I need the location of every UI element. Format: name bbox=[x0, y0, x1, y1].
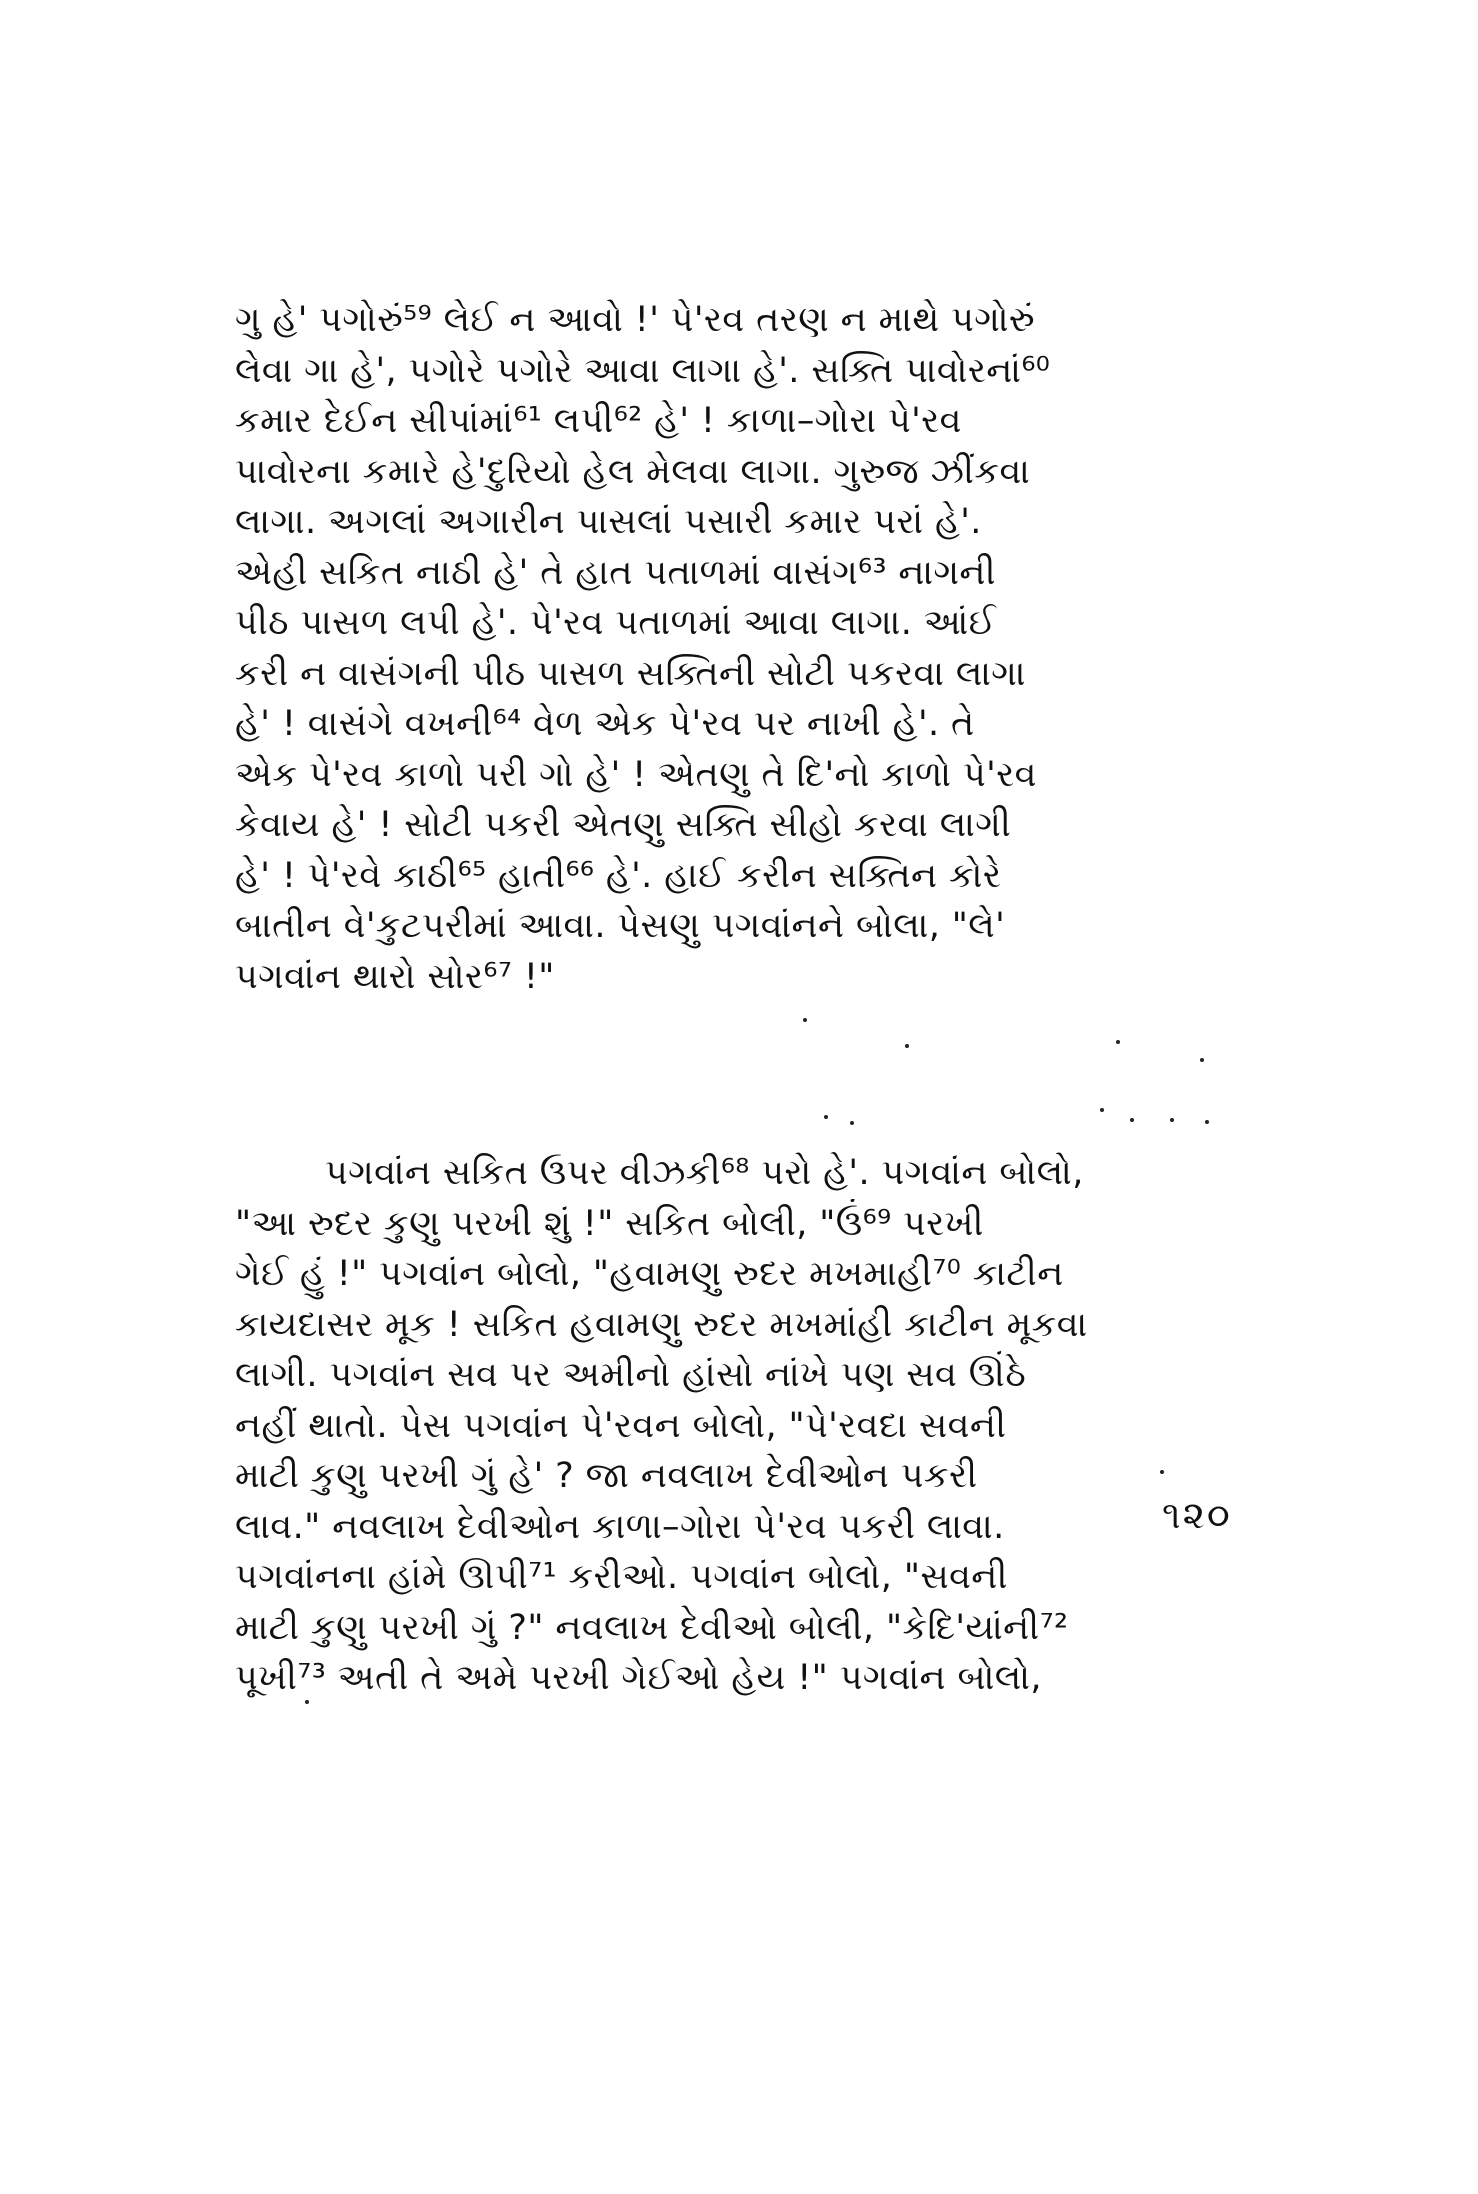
text-line: પગવાંન થારો સોર⁶⁷ !" bbox=[235, 956, 555, 997]
text-line: કમાર દેઈન સીપાંમાં⁶¹ લપી⁶² હે' ! કાળા–ગોરા પે'રવ bbox=[235, 401, 962, 441]
text-line: માટી કુણુ પરખી ગું હે' ? જા નવલાખ દેવીઓન પકરી bbox=[235, 1456, 978, 1496]
page-number: ૧૨૦ bbox=[1162, 1493, 1232, 1537]
text-line: પીઠ પાસળ લપી હે'. પે'રવ પતાળમાં આવા લાગા. આંઈ bbox=[235, 603, 997, 643]
scan-speck bbox=[1100, 1108, 1104, 1112]
text-line: બાતીન વે'કુટપરીમાં આવા. પેસણુ પગવાંનને બોલા, "લે' bbox=[235, 906, 1006, 946]
scan-speck bbox=[1130, 1118, 1134, 1122]
text-line: કાયદાસર મૂક ! સકિત હવામણુ રુદર મખમાંહી કાટીન મૂકવા bbox=[235, 1304, 1088, 1345]
text-line: લેવા ગા હે', પગોરે પગોરે આવા લાગા હે'. સક્તિ પાવોરનાં⁶⁰ bbox=[235, 350, 1051, 391]
text-line: પગવાંનના હાંમે ઊપી⁷¹ કરીઓ. પગવાંન બોલો, "સવની bbox=[235, 1557, 1008, 1597]
text-line: હે' ! પે'રવે કાઠી⁶⁵ હાતી⁶⁶ હે'. હાઈ કરીન સક્તિન કોરે bbox=[235, 855, 1002, 896]
text-line: લાગી. પગવાંન સવ પર અમીનો હાંસો નાંખે પણ સવ ઊંઠે bbox=[235, 1355, 1027, 1395]
text-line: પાવોરના કમારે હે'દુરિયો હેલ મેલવા લાગા. ગુરુજ ઝીંકવા bbox=[235, 451, 1031, 492]
scan-speck bbox=[1200, 1058, 1204, 1062]
text-line: પૂખી⁷³ અતી તે અમે પરખી ગેઈઓ હેય !" પગવાંન બોલો, bbox=[235, 1658, 1042, 1698]
scan-speck bbox=[1170, 1118, 1174, 1122]
scan-speck bbox=[1205, 1120, 1209, 1124]
text-line: હે' ! વાસંગે વખની⁶⁴ વેળ એક પે'રવ પર નાખી હે'. તે bbox=[235, 704, 975, 744]
scan-speck bbox=[905, 1044, 909, 1048]
text-line: એહી સકિત નાઠી હે' તે હાત પતાળમાં વાસંગ⁶³ નાગની bbox=[235, 552, 996, 593]
text-line: નહીં થાતો. પેસ પગવાંન પે'રવન બોલો, "પે'રવદા સવની bbox=[235, 1405, 1007, 1446]
text-line: પગવાંન સકિત ઉપર વીઝકી⁶⁸ પરો હે'. પગવાંન બોલો, bbox=[325, 1153, 1084, 1193]
scan-speck bbox=[824, 1115, 828, 1119]
paragraph-1 bbox=[235, 295, 1255, 1002]
text-line: ગેઈ હું !" પગવાંન બોલો, "હવામણુ રુદર મખમાહી⁷⁰ કાટીન bbox=[235, 1254, 1064, 1294]
scan-speck bbox=[1116, 1040, 1120, 1044]
text-line: કરી ન વાસંગની પીઠ પાસળ સક્તિની સોટી પકરવા લાગા bbox=[235, 653, 1026, 694]
text-line: ગુ હે' પગોરું⁵⁹ લેઈ ન આવો !' પે'રવ તરણ ન માથે પગોરું bbox=[235, 300, 1035, 340]
scan-speck bbox=[803, 1018, 807, 1022]
scan-speck bbox=[850, 1121, 854, 1125]
paragraph-2 bbox=[235, 1148, 1255, 1704]
text-line: "આ રુદર કુણુ પરખી શું !" સકિત બોલી, "ઉં⁶⁹ પરખી bbox=[235, 1203, 984, 1244]
text-line: લાવ." નવલાખ દેવીઓન કાળા–ગોરા પે'રવ પકરી લાવા. bbox=[235, 1506, 1005, 1547]
text-line: કેવાય હે' ! સોટી પકરી એતણુ સક્તિ સીહો કરવા લાગી bbox=[235, 805, 1012, 845]
text-line: લાગા. અગલાં અગારીન પાસલાં પસારી કમાર પરાં હે'. bbox=[235, 502, 982, 542]
text-line: માટી કુણુ પરખી ગું ?" નવલાખ દેવીઓ બોલી, "કેદિ'યાંની⁷² bbox=[235, 1607, 1069, 1648]
text-line: એક પે'રવ કાળો પરી ગો હે' ! એતણુ તે દિ'નો કાળો પે'રવ bbox=[235, 754, 1037, 795]
